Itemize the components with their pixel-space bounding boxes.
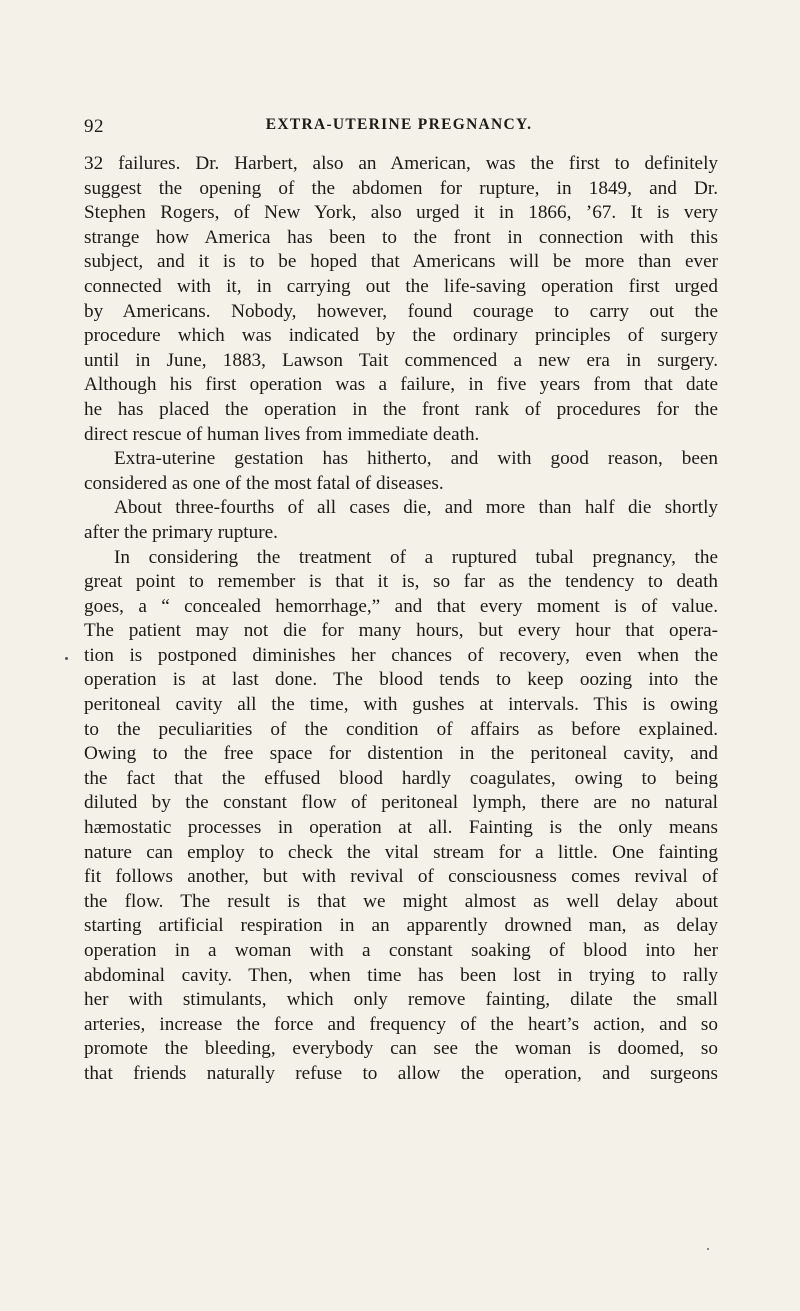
text-line: operation in a woman with a constant soaking of blood into her (84, 940, 718, 961)
text-line: to the peculiarities of the condition of affairs as before explained. (84, 718, 718, 740)
text-line: procedure which was indicated by the ordinary principles of surgery (84, 325, 718, 347)
page-number: 92 (84, 116, 104, 137)
text-line: About three-fourths of all cases die, and more than half die shortly (114, 497, 718, 519)
text-line: goes, a “ concealed hemorrhage,” and that every moment is of value. (84, 595, 718, 617)
text-line: diluted by the constant flow of peritoneal lymph, there are no natural (84, 792, 718, 814)
text-line: that friends naturally refuse to allow the operation, and surgeons (84, 1062, 718, 1084)
text-line: the fact that the effused blood hardly coagulates, owing to being (84, 767, 718, 789)
text-line: her with stimulants, which only remove fainting, dilate the small (84, 989, 718, 1011)
text-line: the flow. The result is that we might almost as well delay about (84, 890, 718, 912)
text-line: nature can employ to check the vital stream for a little. One fainting (84, 841, 718, 863)
text-line: after the primary rupture. (84, 521, 278, 543)
text-line: great point to remember is that it is, so far as the tendency to death (84, 571, 718, 593)
text-line: tion is postponed diminishes her chances of recovery, even when the (84, 644, 718, 666)
text-line: suggest the opening of the abdomen for rupture, in 1849, and Dr. (84, 177, 718, 199)
text-line: subject, and it is to be hoped that Americans will be more than ever (84, 251, 718, 273)
text-line: connected with it, in carrying out the life-saving operation first urged (84, 275, 718, 297)
text-line: he has placed the operation in the front rank of procedures for the (84, 398, 718, 420)
text-line: arteries, increase the force and frequency of the heart’s action, and so (84, 1013, 718, 1035)
text-line: The patient may not die for many hours, but every hour that opera- (84, 620, 718, 642)
text-line: by Americans. Nobody, however, found courage to carry out the (84, 300, 718, 322)
text-line: Stephen Rogers, of New York, also urged it in 1866, ’67. It is very (84, 202, 718, 224)
text-line: Extra-uterine gestation has hitherto, and with good reason, been (114, 448, 718, 470)
text-line: In considering the treatment of a ruptured tubal pregnancy, the (114, 546, 718, 568)
text-line: promote the bleeding, everybody can see the woman is doomed, so (84, 1038, 718, 1060)
text-line: fit follows another, but with revival of consciousness comes revival of (84, 866, 718, 888)
text-line: considered as one of the most fatal of diseases. (84, 472, 444, 494)
text-line: Owing to the free space for distention in the peritoneal cavity, and (84, 743, 718, 765)
text-line: Although his first operation was a failure, in five years from that date (84, 374, 718, 396)
text-line: 32 failures. Dr. Harbert, also an American, was the first to definitely (84, 153, 718, 174)
text-line: peritoneal cavity all the time, with gushes at intervals. This is owing (84, 694, 718, 716)
body-text (84, 152, 718, 1087)
margin-speck (707, 1248, 709, 1250)
text-line: strange how America has been to the front in connection with this (84, 226, 718, 248)
page-header (84, 116, 716, 140)
margin-speck (65, 657, 68, 660)
text-line: abdominal cavity. Then, when time has been lost in trying to rally (84, 964, 718, 986)
text-line: hæmostatic processes in operation at all. Fainting is the only means (84, 817, 718, 839)
text-line: operation is at last done. The blood tends to keep oozing into the (84, 669, 718, 691)
text-line: direct rescue of human lives from immediate death. (84, 423, 480, 445)
text-line: until in June, 1883, Lawson Tait commenced a new era in surgery. (84, 349, 718, 371)
running-head: EXTRA-UTERINE PREGNANCY. (265, 116, 533, 133)
text-line: starting artificial respiration in an apparently drowned man, as delay (84, 915, 718, 937)
